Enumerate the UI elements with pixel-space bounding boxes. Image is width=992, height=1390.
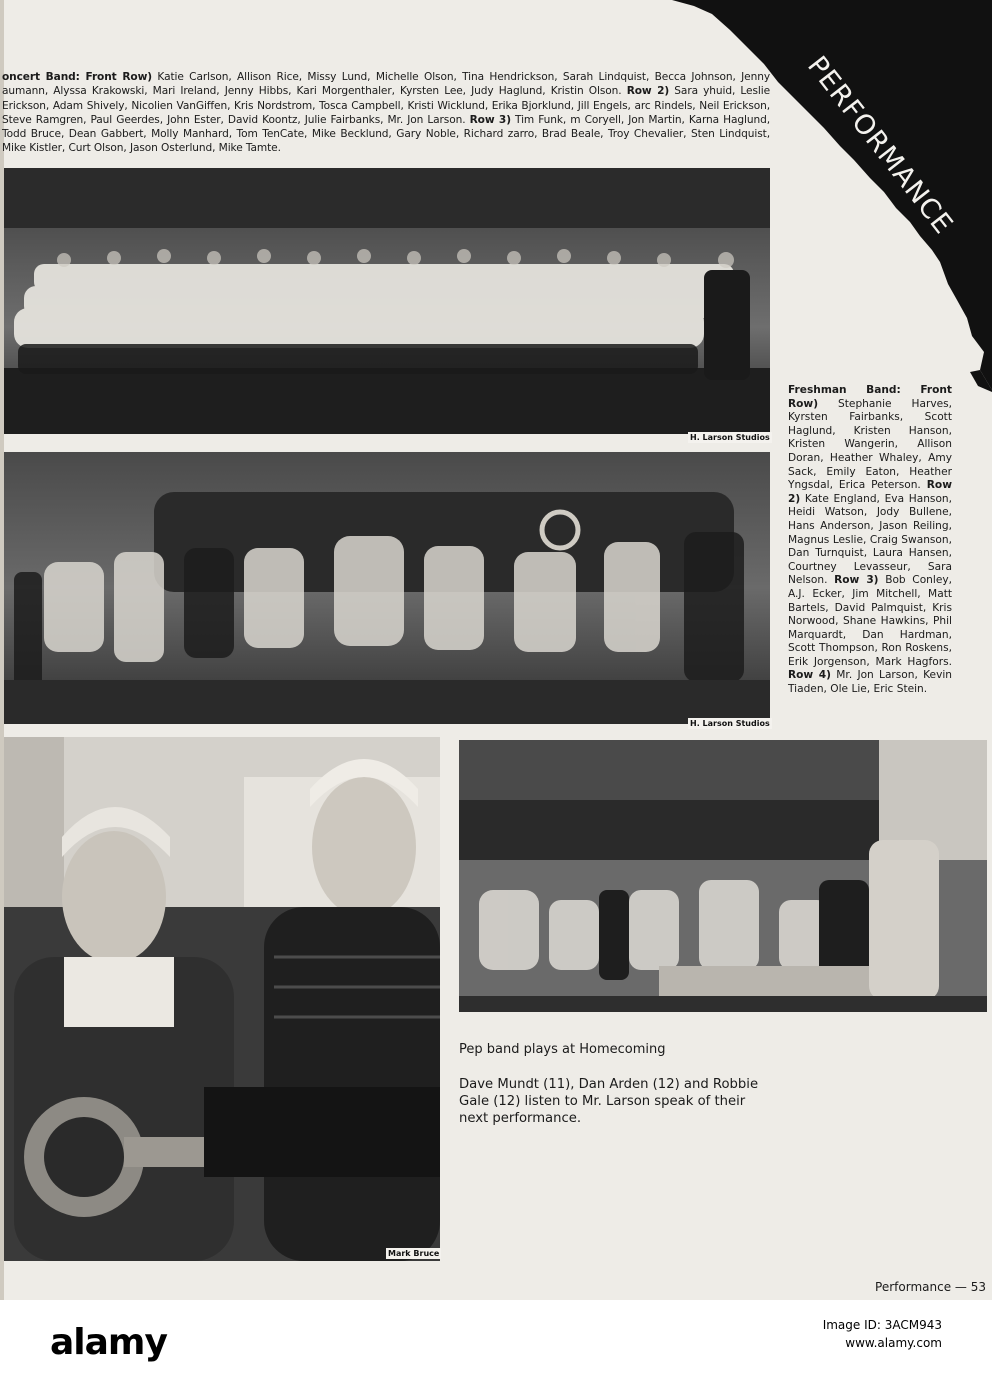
page-footer: Performance — 53	[875, 1280, 986, 1294]
concert-band-row2-label: Row 2)	[626, 85, 670, 98]
freshman-band-row2-label: Row 2)	[788, 479, 952, 505]
freshman-band-caption-intro: Freshman Band: Front Row)	[788, 384, 952, 410]
freshman-band-front-row: Stephanie Harves, Kyrsten Fairbanks, Scott Haglund, Kristen Hanson, Kristen Wangerin, Allison Doran, Heather Whaley, Amy Sack, Emily Eaton, Heather Yngsdal, Erica Peterson.	[788, 397, 952, 492]
students-caption: Dave Mundt (11), Dan Arden (12) and Robbie Gale (12) listen to Mr. Larson speak of their next performance.	[459, 1077, 759, 1126]
section-label: PERFORMANCE	[801, 50, 959, 241]
freshman-band-row4-label: Row 4)	[788, 669, 832, 682]
freshman-band-row2: Kate England, Eva Hanson, Heidi Watson, Jody Bullene, Hans Anderson, Jason Reiling, Magnus Leslie, Craig Swanson, Dan Turnquist, Laura Hansen, Courtney Levasseur, Sara Nelson.	[788, 492, 953, 587]
freshman-band-caption	[788, 384, 952, 697]
concert-band-row3-label: Row 3)	[469, 113, 511, 126]
freshman-band-row3-label: Row 3)	[834, 574, 879, 587]
watermark-site: www.alamy.com	[845, 1336, 942, 1350]
students-photo	[4, 737, 440, 1261]
pep-band-photo	[459, 740, 987, 1012]
concert-band-caption-intro: oncert Band: Front Row)	[2, 71, 153, 83]
freshman-band-row4: Mr. Jon Larson, Kevin Tiaden, Ole Lie, Eric Stein.	[788, 669, 952, 696]
freshman-band-photo	[4, 452, 770, 724]
watermark-image-id: Image ID: 3ACM943	[822, 1318, 942, 1332]
students-photo-credit: Mark Bruce	[388, 1249, 440, 1258]
watermark-logo: alamy	[50, 1322, 167, 1363]
freshman-band-photo-credit: H. Larson Studios	[690, 719, 770, 728]
concert-band-row2: Sara yhuid, Leslie Erickson, Adam Shively, Nicolien VanGiffen, Kris Nordstrom, Tosca Campbell, Kristi Wicklund, Erika Bjorklund, Jill Engels, arc Rindels, Neil Erickson, Steve Ramgren, Paul Geerdes, John Ester, David Koontz, Julie Fairbanks, Mr. Jon Larson.	[2, 85, 770, 126]
concert-band-caption	[2, 70, 770, 156]
concert-band-front-row: Katie Carlson, Allison Rice, Missy Lund, Michelle Olson, Tina Hendrickson, Sarah Lindquist, Becca Johnson, Jenny aumann, Alyssa Krakowski, Mari Ireland, Jenny Hibbs, Kari Morgenthaler, Kyrsten Lee, Judy Haglund, Kristin Olson.	[2, 71, 770, 98]
concert-band-photo-credit: H. Larson Studios	[690, 433, 770, 442]
watermark-meta	[823, 1316, 942, 1352]
pep-band-caption: Pep band plays at Homecoming	[459, 1042, 666, 1057]
concert-band-row3: Tim Funk, m Coryell, Jon Martin, Karna Haglund, Todd Bruce, Dean Gabbert, Molly Manhard, Tom TenCate, Mike Becklund, Gary Noble, Richard zarro, Brad Beale, Troy Chevalier, Sten Lindquist, Mike Kistler, Curt Olson, Jason Osterlund, Mike Tamte.	[2, 113, 770, 155]
freshman-band-row3: Bob Conley, A.J. Ecker, Jim Mitchell, Matt Bartels, David Palmquist, Kris Norwood, Shane Hawkins, Phil Marquardt, Dan Hardman, Scott Thompson, Ron Roskens, Erik Jorgenson, Mark Hagfors.	[788, 574, 952, 668]
concert-band-photo	[4, 168, 770, 434]
